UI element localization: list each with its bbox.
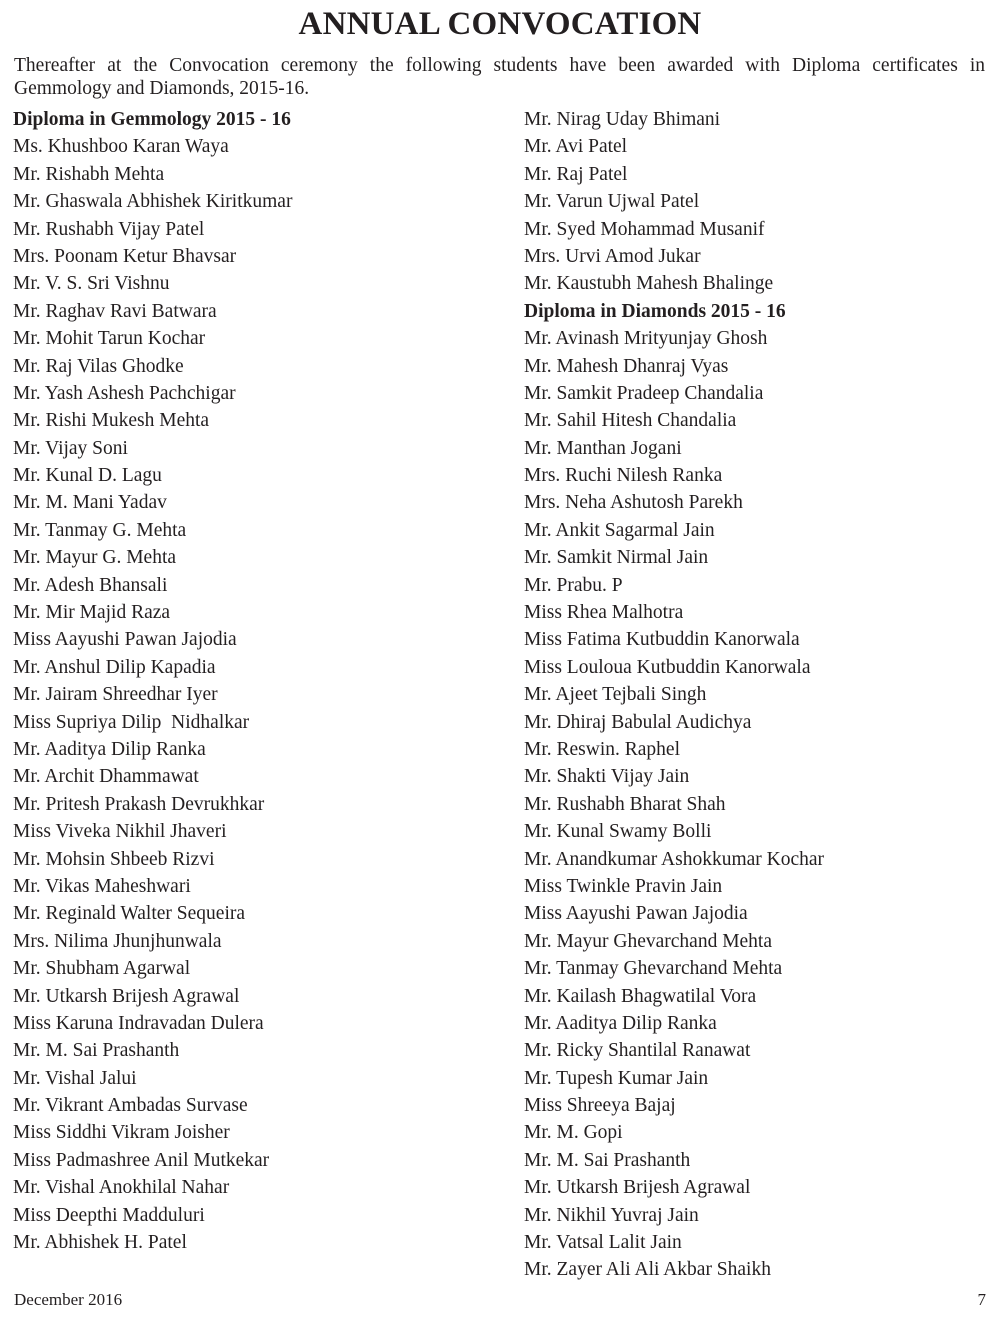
gemmology-name: Mr. Rishabh Mehta bbox=[13, 163, 165, 185]
gemmology-name: Mr. Vishal Jalui bbox=[13, 1067, 137, 1089]
diamonds-name: Mr. Reswin. Raphel bbox=[524, 738, 680, 760]
gemmology-name: Mr. Raghav Ravi Batwara bbox=[13, 300, 217, 322]
gemmology-name: Mr. Vijay Soni bbox=[13, 437, 128, 459]
diamonds-name: Miss Louloua Kutbuddin Kanorwala bbox=[524, 656, 811, 678]
gemmology-name: Miss Viveka Nikhil Jhaveri bbox=[13, 821, 227, 843]
gemmology-name: Mr. Mayur G. Mehta bbox=[13, 547, 177, 569]
gemmology-name: Mr. Mir Majid Raza bbox=[13, 602, 171, 624]
gemmology-name: Mr. Varun Ujwal Patel bbox=[524, 191, 700, 213]
gemmology-name: Mr. Aaditya Dilip Ranka bbox=[13, 738, 206, 760]
gemmology-name: Miss Aayushi Pawan Jajodia bbox=[13, 629, 237, 651]
gemmology-name: Mr. Shubham Agarwal bbox=[13, 958, 191, 980]
diamonds-name: Mr. Anandkumar Ashokkumar Kochar bbox=[524, 848, 825, 870]
gemmology-name: Mr. Rushabh Vijay Patel bbox=[13, 218, 205, 240]
diamonds-name: Mr. Dhiraj Babulal Audichya bbox=[524, 711, 752, 733]
diamonds-name: Mr. Mayur Ghevarchand Mehta bbox=[524, 930, 773, 952]
gemmology-name: Mr. Rishi Mukesh Mehta bbox=[13, 410, 210, 432]
page-number: 7 bbox=[977, 1290, 986, 1309]
diamonds-name: Mr. Ankit Sagarmal Jain bbox=[524, 519, 715, 541]
gemmology-name: Mr. Pritesh Prakash Devrukhkar bbox=[13, 793, 265, 815]
diamonds-name: Mr. Tupesh Kumar Jain bbox=[524, 1067, 709, 1089]
diamonds-name: Mr. Samkit Nirmal Jain bbox=[524, 547, 709, 569]
diamonds-heading: Diploma in Diamonds 2015 - 16 bbox=[524, 300, 786, 322]
gemmology-name: Mr. Syed Mohammad Musanif bbox=[524, 218, 765, 240]
gemmology-name: Mr. Yash Ashesh Pachchigar bbox=[13, 382, 236, 404]
gemmology-name: Ms. Khushboo Karan Waya bbox=[13, 136, 229, 158]
gemmology-name: Mr. Raj Patel bbox=[524, 163, 628, 185]
gemmology-name: Mr. Jairam Shreedhar Iyer bbox=[13, 684, 218, 706]
gemmology-name: Miss Supriya Dilip Nidhalkar bbox=[13, 711, 250, 733]
diamonds-name: Mr. Sahil Hitesh Chandalia bbox=[524, 410, 737, 432]
left-column bbox=[13, 106, 483, 1256]
diamonds-name: Mr. Zayer Ali Ali Akbar Shaikh bbox=[524, 1259, 771, 1281]
gemmology-name: Mr. Abhishek H. Patel bbox=[13, 1232, 187, 1254]
gemmology-name: Mr. Anshul Dilip Kapadia bbox=[13, 656, 216, 678]
gemmology-name: Mr. Vikrant Ambadas Survase bbox=[13, 1095, 248, 1117]
gemmology-name: Mr. Archit Dhammawat bbox=[13, 766, 199, 788]
diamonds-name: Mr. M. Sai Prashanth bbox=[524, 1149, 691, 1171]
diamonds-name: Mrs. Ruchi Nilesh Ranka bbox=[524, 465, 723, 487]
diamonds-name: Mr. Manthan Jogani bbox=[524, 437, 682, 459]
diamonds-name: Mr. M. Gopi bbox=[524, 1122, 623, 1144]
gemmology-name: Mr. Raj Vilas Ghodke bbox=[13, 355, 184, 377]
gemmology-name: Miss Deepthi Madduluri bbox=[13, 1204, 205, 1226]
diamonds-name: Mr. Avinash Mrityunjay Ghosh bbox=[524, 328, 768, 350]
gemmology-name: Mr. Kunal D. Lagu bbox=[13, 465, 162, 487]
diamonds-name: Mr. Utkarsh Brijesh Agrawal bbox=[524, 1177, 751, 1199]
diamonds-name: Mr. Ricky Shantilal Ranawat bbox=[524, 1040, 751, 1062]
diamonds-name: Mr. Ajeet Tejbali Singh bbox=[524, 684, 707, 706]
diamonds-name: Mr. Aaditya Dilip Ranka bbox=[524, 1012, 717, 1034]
gemmology-name: Mrs. Poonam Ketur Bhavsar bbox=[13, 245, 237, 267]
diamonds-name: Mr. Tanmay Ghevarchand Mehta bbox=[524, 958, 783, 980]
page-title: ANNUAL CONVOCATION bbox=[298, 6, 702, 42]
gemmology-name: Mr. M. Mani Yadav bbox=[13, 492, 167, 514]
gemmology-name: Mr. Vishal Anokhilal Nahar bbox=[13, 1177, 230, 1199]
gemmology-name: Mr. Mohsin Shbeeb Rizvi bbox=[13, 848, 215, 870]
gemmology-name: Mr. Ghaswala Abhishek Kiritkumar bbox=[13, 191, 293, 213]
gemmology-name: Miss Karuna Indravadan Dulera bbox=[13, 1012, 264, 1034]
diamonds-name: Mr. Nikhil Yuvraj Jain bbox=[524, 1204, 699, 1226]
diamonds-name: Mr. Rushabh Bharat Shah bbox=[524, 793, 726, 815]
diamonds-name: Mrs. Neha Ashutosh Parekh bbox=[524, 492, 743, 514]
diamonds-name: Miss Aayushi Pawan Jajodia bbox=[524, 903, 748, 925]
footer-date: December 2016 bbox=[14, 1290, 123, 1309]
gemmology-name: Mr. Utkarsh Brijesh Agrawal bbox=[13, 985, 240, 1007]
diamonds-name: Mr. Kailash Bhagwatilal Vora bbox=[524, 985, 757, 1007]
gemmology-name: Mr. Vikas Maheshwari bbox=[13, 875, 191, 897]
right-column bbox=[524, 106, 994, 1284]
diamonds-name: Mr. Shakti Vijay Jain bbox=[524, 766, 690, 788]
gemmology-name: Miss Siddhi Vikram Joisher bbox=[13, 1122, 230, 1144]
gemmology-name: Mr. M. Sai Prashanth bbox=[13, 1040, 180, 1062]
diamonds-name: Miss Twinkle Pravin Jain bbox=[524, 875, 723, 897]
gemmology-name: Mr. Tanmay G. Mehta bbox=[13, 519, 187, 541]
gemmology-heading: Diploma in Gemmology 2015 - 16 bbox=[13, 109, 291, 130]
gemmology-name: Mr. Kaustubh Mahesh Bhalinge bbox=[524, 273, 774, 295]
diamonds-name: Mr. Vatsal Lalit Jain bbox=[524, 1232, 682, 1254]
gemmology-name: Mr. Avi Patel bbox=[524, 136, 628, 158]
intro-paragraph: Thereafter at the Convocation ceremony the following students have been awarded with Diploma certificates in Gemmology and Diamonds, 2015-16. bbox=[14, 55, 985, 99]
diamonds-name: Miss Fatima Kutbuddin Kanorwala bbox=[524, 629, 800, 651]
gemmology-name: Mr. Adesh Bhansali bbox=[13, 574, 168, 596]
diamonds-name: Mr. Samkit Pradeep Chandalia bbox=[524, 382, 764, 404]
diamonds-name: Mr. Mahesh Dhanraj Vyas bbox=[524, 355, 729, 377]
gemmology-name: Mr. Nirag Uday Bhimani bbox=[524, 109, 721, 130]
diamonds-name: Miss Shreeya Bajaj bbox=[524, 1095, 676, 1117]
gemmology-name: Miss Padmashree Anil Mutkekar bbox=[13, 1149, 270, 1171]
diamonds-name: Mr. Kunal Swamy Bolli bbox=[524, 821, 712, 843]
gemmology-name: Mr. Mohit Tarun Kochar bbox=[13, 328, 206, 350]
gemmology-name: Mrs. Nilima Jhunjhunwala bbox=[13, 930, 222, 952]
gemmology-name: Mr. V. S. Sri Vishnu bbox=[13, 273, 170, 295]
diamonds-name: Mr. Prabu. P bbox=[524, 574, 623, 596]
gemmology-name: Mrs. Urvi Amod Jukar bbox=[524, 245, 701, 267]
gemmology-name: Mr. Reginald Walter Sequeira bbox=[13, 903, 246, 925]
diamonds-name: Miss Rhea Malhotra bbox=[524, 602, 684, 624]
